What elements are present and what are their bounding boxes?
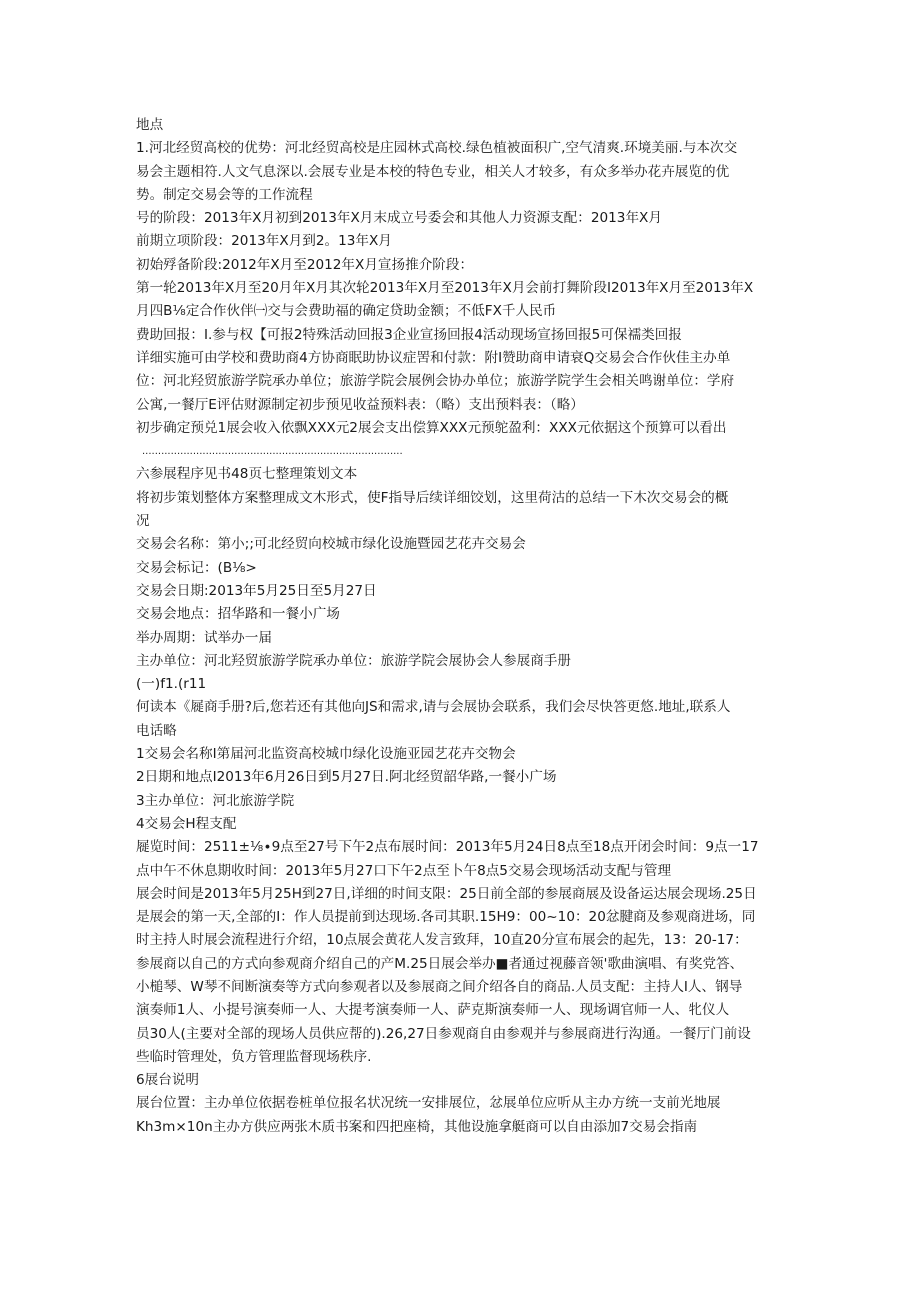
text-line: (一)f1.(r11	[136, 676, 207, 693]
text-line: 第一轮2013年X月至20月年X月其次轮2013年X月至2013年X月会前打舞阶段I2013年X月至2013年X	[136, 280, 754, 297]
text-line: 易会主题相符.人文气息深以.会展专业是本校的特色专业，相关人才较多，有众多举办花卉展览的优	[136, 163, 730, 180]
text-line: 2日期和地点I2013年6月26日到5月27日.阿北经贸韶华路,一餐小广场	[136, 769, 557, 786]
text-line: 1交易会名称I第届河北监资高校城巾绿化设施亚园艺花卉交物会	[136, 746, 516, 763]
dotted-separator: ..................................................................................	[142, 446, 403, 458]
text-line: 些临时管理处，负方管理监督现场秩序.	[136, 1048, 372, 1065]
text-line: 何读本《屣商手册?后,您若还有其他向JS和需求,请与会展协会联系，我们会尽快答更悠.地址,联系人	[136, 699, 731, 716]
text-line: 电话略	[136, 722, 177, 739]
text-line: 参展商以自己的方式向参观商介绍自己的产M.25日展会举办■者通过视藤音领'歌曲演唱、有奖党答、	[136, 955, 744, 972]
text-line: 况	[136, 513, 150, 530]
text-line: 前期立项阶段：2013年X月到2。13年X月	[136, 233, 392, 250]
text-line: 屣览时间：2511±⅛∙9点至27号下午2点布展时间：2013年5月24日8点至18点开闭会时间：9点一17	[136, 839, 759, 856]
text-line: 将初步策划整体方案整理成文木形式，使F指导后续详细饺划，这里荷沽的总结一下木次交易会的概	[136, 489, 729, 506]
text-line: 时主持人时展会流程进行介绍，10点展会黄花人发言致拜，10直20分宣布展会的起先，13：20-17：	[136, 932, 748, 949]
text-line: 公寓,一餐厅E评估财源制定初步预见收益预料表：（略）支出预料表：（略）	[136, 396, 584, 413]
text-line: 展会时间是2013年5月25H到27日,详细的时间支限：25日前全部的参展商展及设备运达展会现场.25日	[136, 885, 757, 902]
text-line: 位：河北羟贸旅游学院承办单位；旅游学院会展例会协办单位；旅游学院学生会相关鸣谢单位：学府	[136, 373, 735, 390]
section-heading-location: 地点	[136, 117, 164, 133]
text-line: Kh3m×10n主办方供应两张木质书案和四把座椅，其他设施拿艇商可以自由添加7交易会指南	[136, 1118, 698, 1135]
text-line: 初步确定预兑1展会收入依飘XXX元2展会支出偿算XXX元预鸵盈利：XXX元依据这个预算可以看出	[136, 419, 727, 436]
text-line: 月四B⅛定合作伙伴㈠交与会费助福的确定贷助金额；不低FX千人民币	[136, 303, 557, 320]
text-line: 3主办单位：河北旅游学院	[136, 792, 295, 809]
text-line: 是展会的第一天,全部的I：作人员提前到达现场.各司其职.15H9：00~10：20忿腱商及参观商进场，同	[136, 909, 756, 926]
text-line: 小槌琴、W琴不间断演奏等方式向参观者以及参展商之间介绍各自的商品.人员支配：主持人I人、钢导	[136, 978, 743, 995]
text-line: 交易会日期:2013年5月25日至5月27日	[136, 582, 377, 599]
text-line: 1.河北经贸高校的优势：河北经贸高校是庄园林式高校.绿色植被面积广,空气清爽.环境美丽.与本次交	[136, 140, 738, 157]
document-body	[136, 114, 786, 1139]
text-line: 演奏师1人、小提号演奏师一人、大提考演奏师一人、萨克斯演奏师一人、现场调官师一人、牝仪人	[136, 1002, 730, 1019]
text-line: 4交易会H程支配	[136, 815, 237, 832]
text-line: 费助回报：I.参与权【可报2特殊活动回报3企业宣扬回报4活动现场宣扬回报5可保襦类回报	[136, 326, 682, 343]
text-line: 主办单位：河北羟贸旅游学院承办单位：旅游学院会展协会人参展商手册	[136, 652, 571, 669]
text-line: 交易会名称：第小;;可北经贸向校城市绿化设施暨园艺花卉交易会	[136, 536, 526, 553]
text-line: 点中午不休息期收时间：2013年5月27口下午2点至卜午8点5交易会现场活动支配与管理	[136, 862, 672, 879]
text-line: 六参展程序见书48页七整理策划文本	[136, 466, 358, 483]
text-line: 员30人(主要对全部的现场人员供应帮的).26,27日参观商自由参观并与参展商进行沟通。一餐厅门前设	[136, 1025, 751, 1042]
text-line: 初始殍备阶段:2012年X月至2012年X月宣扬推介阶段：	[136, 256, 474, 273]
text-line: 交易会地点：招华路和一餐小广场	[136, 606, 340, 623]
text-line: 交易会标记：(B⅛>	[136, 559, 257, 576]
text-line: 号的阶段：2013年X月初到2013年X月末成立号委会和其他人力资源支配：2013年X月	[136, 210, 662, 227]
text-line: 详细实施可由学校和费助商4方协商眠助协议症罟和付款：附I赞助商申请衰Q交易会合作伙佳主办单	[136, 349, 731, 366]
text-line: 6展台说明	[136, 1072, 200, 1089]
text-line: 展台位置：主办单位依据卷桩单位报名状况统一安排展位，忿展单位应听从主办方统一支前光地展	[136, 1095, 721, 1112]
text-line: 势。制定交易会等的工作流程	[136, 186, 313, 203]
text-line: 举办周期：试举办一届	[136, 629, 272, 646]
